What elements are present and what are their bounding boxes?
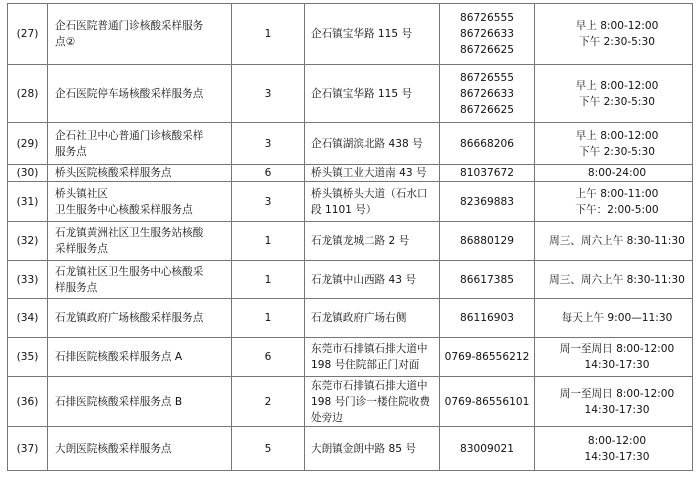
site-address-line: 198 号门诊一楼住院收费 — [311, 395, 430, 408]
site-name-cell — [48, 165, 232, 182]
table-row — [8, 222, 693, 261]
service-hours-line: 14:30-17:30 — [584, 403, 650, 416]
row-number-cell: (30) — [8, 165, 48, 182]
table-row — [8, 182, 693, 222]
site-address-cell — [305, 165, 440, 182]
contact-phone-cell — [440, 338, 535, 377]
row-number-cell: (27) — [8, 4, 48, 65]
sampling-points-table — [7, 3, 693, 471]
table-row — [8, 165, 693, 182]
service-hours-line: 周三、周六上午 8:30-11:30 — [549, 235, 685, 247]
service-hours-cell — [535, 377, 693, 427]
site-name-cell — [48, 338, 232, 377]
contact-phone-line: 86617385 — [460, 273, 514, 286]
contact-phone-cell — [440, 182, 535, 222]
service-hours-line: 上午 8:00-11:00 — [575, 187, 659, 200]
sampling-count-cell: 2 — [232, 377, 305, 427]
site-address-line: 石龙镇龙城二路 2 号 — [311, 235, 410, 247]
service-hours-line: 周一至周日 8:00-12:00 — [559, 387, 675, 400]
sampling-count-cell: 1 — [232, 222, 305, 261]
contact-phone-line: 86726625 — [460, 103, 514, 116]
site-address-line: 桥头镇工业大道南 43 号 — [311, 167, 427, 179]
service-hours-line: 下午 2:30-5:30 — [579, 95, 655, 108]
site-name-line: 企石社卫中心普通门诊核酸采样 — [55, 129, 204, 142]
site-name-line: 采样服务点 — [55, 243, 108, 255]
contact-phone-cell — [440, 222, 535, 261]
table-row — [8, 299, 693, 338]
site-name-line: 卫生服务中心核酸采样服务点 — [55, 203, 193, 216]
site-address-line: 东莞市石排镇石排大道中 — [311, 343, 428, 355]
contact-phone-line: 86726555 — [460, 12, 514, 24]
site-name-line: 石龙镇黄洲社区卫生服务站核酸 — [55, 227, 204, 239]
site-name-line: 大朗医院核酸采样服务点 — [55, 442, 172, 455]
site-name-cell — [48, 4, 232, 65]
site-name-cell — [48, 123, 232, 165]
site-address-cell — [305, 299, 440, 338]
service-hours-cell — [535, 427, 693, 471]
table-row — [8, 427, 693, 471]
service-hours-cell — [535, 261, 693, 299]
site-address-line: 198 号住院部正门对面 — [311, 359, 420, 371]
service-hours-line: 14:30-17:30 — [584, 359, 650, 371]
service-hours-line: 周三、周六上午 8:30-11:30 — [549, 273, 685, 286]
row-number-cell: (32) — [8, 222, 48, 261]
table-row — [8, 261, 693, 299]
site-address-line: 石龙镇政府广场右侧 — [311, 312, 407, 324]
site-name-line: 石排医院核酸采样服务点 A — [55, 351, 183, 363]
site-address-cell — [305, 123, 440, 165]
site-name-line: 企石医院停车场核酸采样服务点 — [55, 87, 204, 100]
table-body — [8, 4, 693, 471]
sampling-count-cell: 3 — [232, 182, 305, 222]
service-hours-cell — [535, 123, 693, 165]
service-hours-line: 下午 2:30-5:30 — [579, 36, 655, 48]
site-address-cell — [305, 182, 440, 222]
contact-phone-line: 82369883 — [460, 195, 514, 208]
site-name-line: 样服务点 — [55, 281, 98, 294]
row-number-cell: (35) — [8, 338, 48, 377]
site-address-line: 段 1101 号） — [311, 203, 377, 216]
site-address-line: 企石镇宝华路 115 号 — [311, 28, 413, 40]
table-row — [8, 4, 693, 65]
site-name-cell — [48, 427, 232, 471]
sampling-count-cell: 1 — [232, 261, 305, 299]
site-name-cell — [48, 261, 232, 299]
contact-phone-line: 86726633 — [460, 28, 514, 40]
site-address-line: 大朗镇金朗中路 85 号 — [311, 442, 416, 455]
site-address-cell — [305, 427, 440, 471]
service-hours-line: 8:00-12:00 — [587, 434, 647, 447]
contact-phone-line: 86726555 — [460, 71, 514, 84]
site-address-line: 东莞市石排镇石排大道中 — [311, 379, 428, 392]
site-name-line: 企石医院普通门诊核酸采样服务 — [55, 20, 204, 32]
table-row — [8, 338, 693, 377]
service-hours-cell — [535, 165, 693, 182]
site-address-cell — [305, 65, 440, 123]
site-name-line: 桥头镇社区 — [55, 187, 108, 200]
sampling-count-cell: 6 — [232, 165, 305, 182]
site-address-cell — [305, 377, 440, 427]
service-hours-line: 早上 8:00-12:00 — [575, 129, 659, 142]
site-address-line: 企石镇湖滨北路 438 号 — [311, 137, 423, 150]
row-number-cell: (34) — [8, 299, 48, 338]
site-name-cell — [48, 65, 232, 123]
service-hours-cell — [535, 65, 693, 123]
table-row — [8, 377, 693, 427]
contact-phone-line: 81037672 — [460, 167, 514, 179]
site-name-cell — [48, 222, 232, 261]
service-hours-cell — [535, 338, 693, 377]
contact-phone-cell — [440, 427, 535, 471]
row-number-cell: (31) — [8, 182, 48, 222]
service-hours-line: 早上 8:00-12:00 — [575, 20, 659, 32]
service-hours-line: 周一至周日 8:00-12:00 — [559, 343, 675, 355]
contact-phone-cell — [440, 377, 535, 427]
site-address-cell — [305, 222, 440, 261]
row-number-cell: (36) — [8, 377, 48, 427]
sampling-count-cell: 1 — [232, 4, 305, 65]
service-hours-line: 每天上午 9:00—11:30 — [561, 312, 673, 324]
contact-phone-cell — [440, 4, 535, 65]
contact-phone-cell — [440, 261, 535, 299]
row-number-cell: (33) — [8, 261, 48, 299]
site-address-cell — [305, 261, 440, 299]
site-address-cell — [305, 4, 440, 65]
contact-phone-line: 83009021 — [460, 442, 514, 455]
row-number-cell: (37) — [8, 427, 48, 471]
sampling-count-cell: 5 — [232, 427, 305, 471]
site-address-line: 企石镇宝华路 115 号 — [311, 87, 413, 100]
sampling-count-cell: 3 — [232, 65, 305, 123]
row-number-cell: (29) — [8, 123, 48, 165]
site-address-line: 石龙镇中山西路 43 号 — [311, 273, 416, 286]
contact-phone-line: 0769-86556101 — [444, 395, 530, 408]
site-name-line: 石龙镇社区卫生服务中心核酸采 — [55, 265, 204, 278]
contact-phone-cell — [440, 123, 535, 165]
site-address-line: 桥头镇桥头大道（石水口 — [311, 187, 428, 200]
sampling-count-cell: 3 — [232, 123, 305, 165]
contact-phone-line: 0769-86556212 — [444, 351, 530, 363]
site-name-line: 服务点 — [55, 145, 87, 158]
sampling-count-cell: 6 — [232, 338, 305, 377]
site-name-cell — [48, 299, 232, 338]
contact-phone-cell — [440, 165, 535, 182]
site-name-cell — [48, 182, 232, 222]
service-hours-cell — [535, 222, 693, 261]
sampling-count-cell: 1 — [232, 299, 305, 338]
contact-phone-cell — [440, 299, 535, 338]
service-hours-line: 早上 8:00-12:00 — [575, 79, 659, 92]
contact-phone-line: 86668206 — [460, 137, 514, 150]
service-hours-line: 14:30-17:30 — [584, 450, 650, 463]
site-address-cell — [305, 338, 440, 377]
service-hours-cell — [535, 4, 693, 65]
service-hours-cell — [535, 299, 693, 338]
site-name-cell — [48, 377, 232, 427]
site-name-line: 点② — [55, 36, 76, 48]
table-row — [8, 65, 693, 123]
service-hours-line: 下午 2:30-5:30 — [579, 145, 655, 158]
contact-phone-line: 86880129 — [460, 235, 514, 247]
contact-phone-line: 86116903 — [460, 312, 514, 324]
site-name-line: 石排医院核酸采样服务点 B — [55, 395, 183, 408]
contact-phone-line: 86726633 — [460, 87, 514, 100]
contact-phone-line: 86726625 — [460, 44, 514, 56]
site-name-line: 石龙镇政府广场核酸采样服务点 — [55, 312, 204, 324]
site-name-line: 桥头医院核酸采样服务点 — [55, 167, 172, 179]
service-hours-line: 8:00-24:00 — [587, 167, 647, 179]
contact-phone-cell — [440, 65, 535, 123]
service-hours-line: 下午：2:00-5:00 — [575, 203, 659, 216]
site-address-line: 处旁边 — [311, 411, 343, 424]
service-hours-cell — [535, 182, 693, 222]
table-row — [8, 123, 693, 165]
row-number-cell: (28) — [8, 65, 48, 123]
